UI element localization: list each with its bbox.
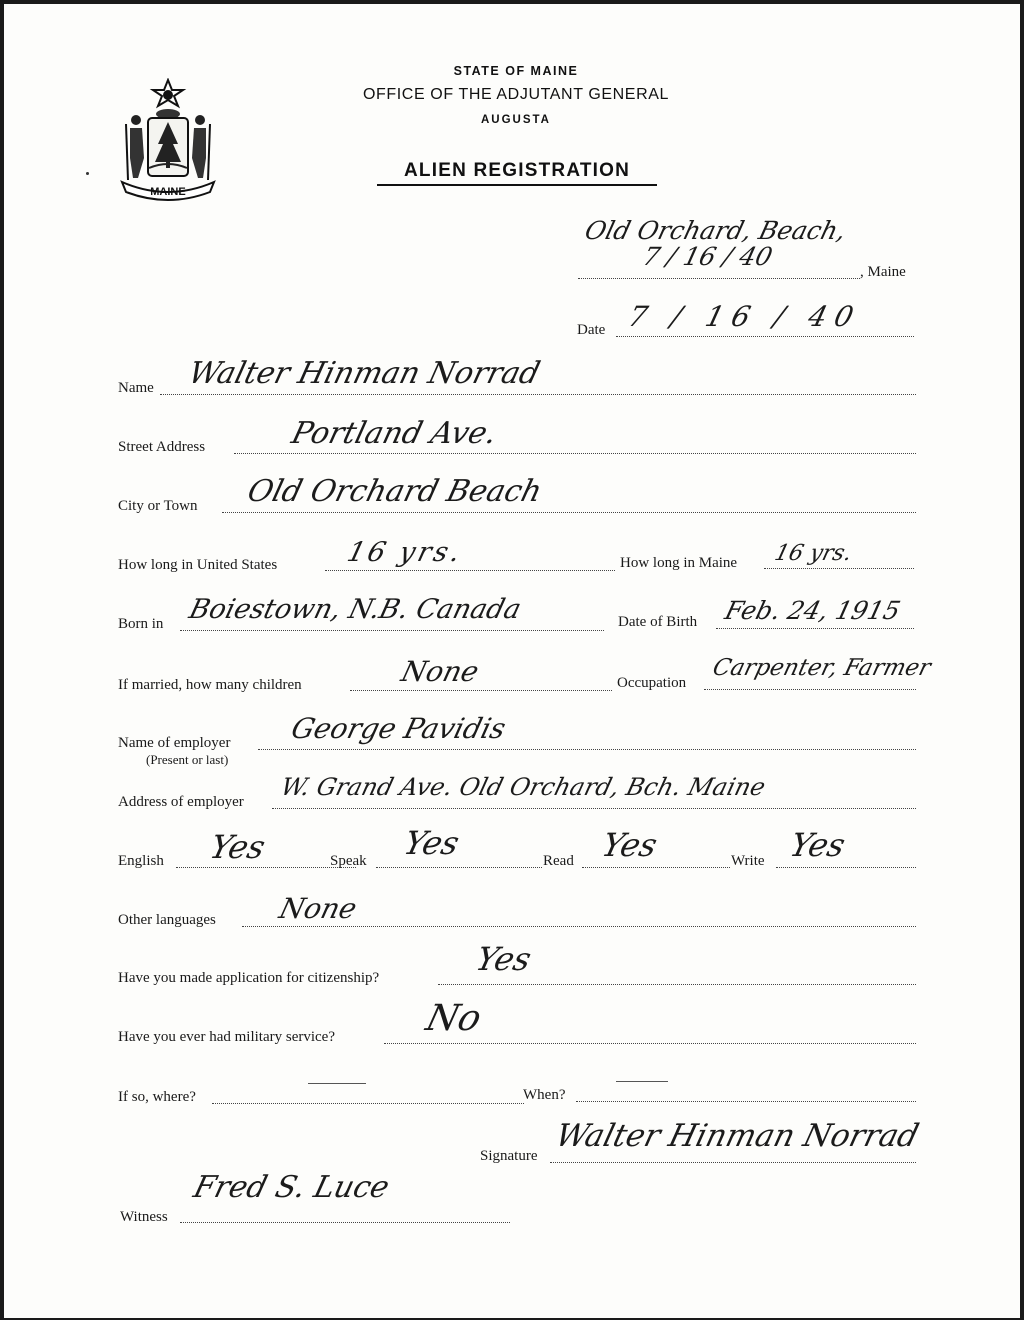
employer-handwritten: George Pavidis [288,712,510,745]
how-long-maine-label: How long in Maine [620,555,738,571]
citizenship-handwritten: Yes [472,940,536,978]
maine-label: , Maine [860,264,906,280]
witness-label: Witness [120,1209,168,1225]
occupation-label: Occupation [617,675,687,691]
employer-label: Name of employer [118,735,231,751]
english-handwritten: Yes [206,828,270,866]
seal-ribbon-text: MAINE [150,186,186,198]
read-handwritten: Yes [598,826,662,864]
military-line [384,1043,916,1044]
date-label: Date [577,322,606,338]
witness-handwritten: Fred S. Luce [190,1170,393,1205]
born-in-line [180,630,604,631]
city-heading: AUGUSTA [480,114,551,126]
other-languages-label: Other languages [118,912,216,928]
employer-line [258,749,916,750]
how-long-maine-handwritten: 16 yrs. [772,541,855,566]
married-children-handwritten: None [398,655,483,688]
witness-line [180,1222,510,1223]
english-label: English [118,853,164,869]
paper-speck [86,172,89,175]
date-line [616,336,914,337]
employer-address-line [272,808,916,809]
read-label: Read [543,853,574,869]
write-line [776,867,916,868]
signature-handwritten: Walter Hinman Norrad [552,1118,923,1154]
read-line [582,867,730,868]
street-address-handwritten: Portland Ave. [288,416,501,451]
street-address-line [234,453,916,454]
military-handwritten: No [422,998,486,1039]
born-in-label: Born in [118,616,164,632]
married-children-line [350,690,612,691]
state-heading: STATE OF MAINE [453,64,579,78]
date-of-birth-line [716,628,914,629]
city-or-town-line [222,512,916,513]
city-or-town-handwritten: Old Orchard Beach [244,474,546,509]
write-handwritten: Yes [786,826,850,864]
military-question-label: Have you ever had military service? [118,1029,335,1045]
form-title: ALIEN REGISTRATION [377,160,657,186]
if-so-where-label: If so, where? [118,1089,196,1105]
if-so-where-line [212,1103,524,1104]
born-in-handwritten: Boiestown, N.B. Canada [186,594,525,625]
when-blank-dash [616,1081,668,1082]
occupation-handwritten: Carpenter, Farmer [710,655,934,681]
date-handwritten: 7 / 16 / 40 [625,300,865,333]
citizenship-line [438,984,916,985]
date-of-birth-handwritten: Feb. 24, 1915 [722,596,904,625]
how-long-us-handwritten: 16 yrs. [344,537,467,568]
name-label: Name [118,380,154,396]
place-line [578,278,860,279]
office-heading: OFFICE OF THE ADJUTANT GENERAL [362,86,670,103]
speak-handwritten: Yes [400,824,464,862]
place-date-handwritten: 7 / 16 / 40 [640,242,776,271]
speak-line [376,867,542,868]
how-long-us-label: How long in United States [118,557,278,573]
citizenship-question-label: Have you made application for citizenship? [118,970,380,986]
city-or-town-label: City or Town [118,498,198,514]
when-line [576,1101,916,1102]
other-languages-handwritten: None [276,892,361,925]
place-handwritten: Old Orchard, Beach, [582,216,850,245]
how-long-maine-line [764,568,914,569]
name-line [160,394,916,395]
employer-address-handwritten: W. Grand Ave. Old Orchard, Bch. Maine [278,773,769,801]
street-address-label: Street Address [118,439,206,455]
signature-line [550,1162,916,1163]
occupation-line [704,689,916,690]
date-of-birth-label: Date of Birth [618,614,698,630]
other-languages-line [242,926,916,927]
signature-label: Signature [480,1148,538,1164]
english-line [176,867,356,868]
where-blank-dash [308,1083,366,1084]
when-label: When? [523,1087,566,1103]
how-long-us-line [325,570,615,571]
employer-address-label: Address of employer [118,794,244,810]
employer-note-label: (Present or last) [146,752,229,767]
speak-label: Speak [330,853,367,869]
married-children-label: If married, how many children [118,677,302,693]
name-handwritten: Walter Hinman Norrad [185,356,544,391]
write-label: Write [731,853,765,869]
